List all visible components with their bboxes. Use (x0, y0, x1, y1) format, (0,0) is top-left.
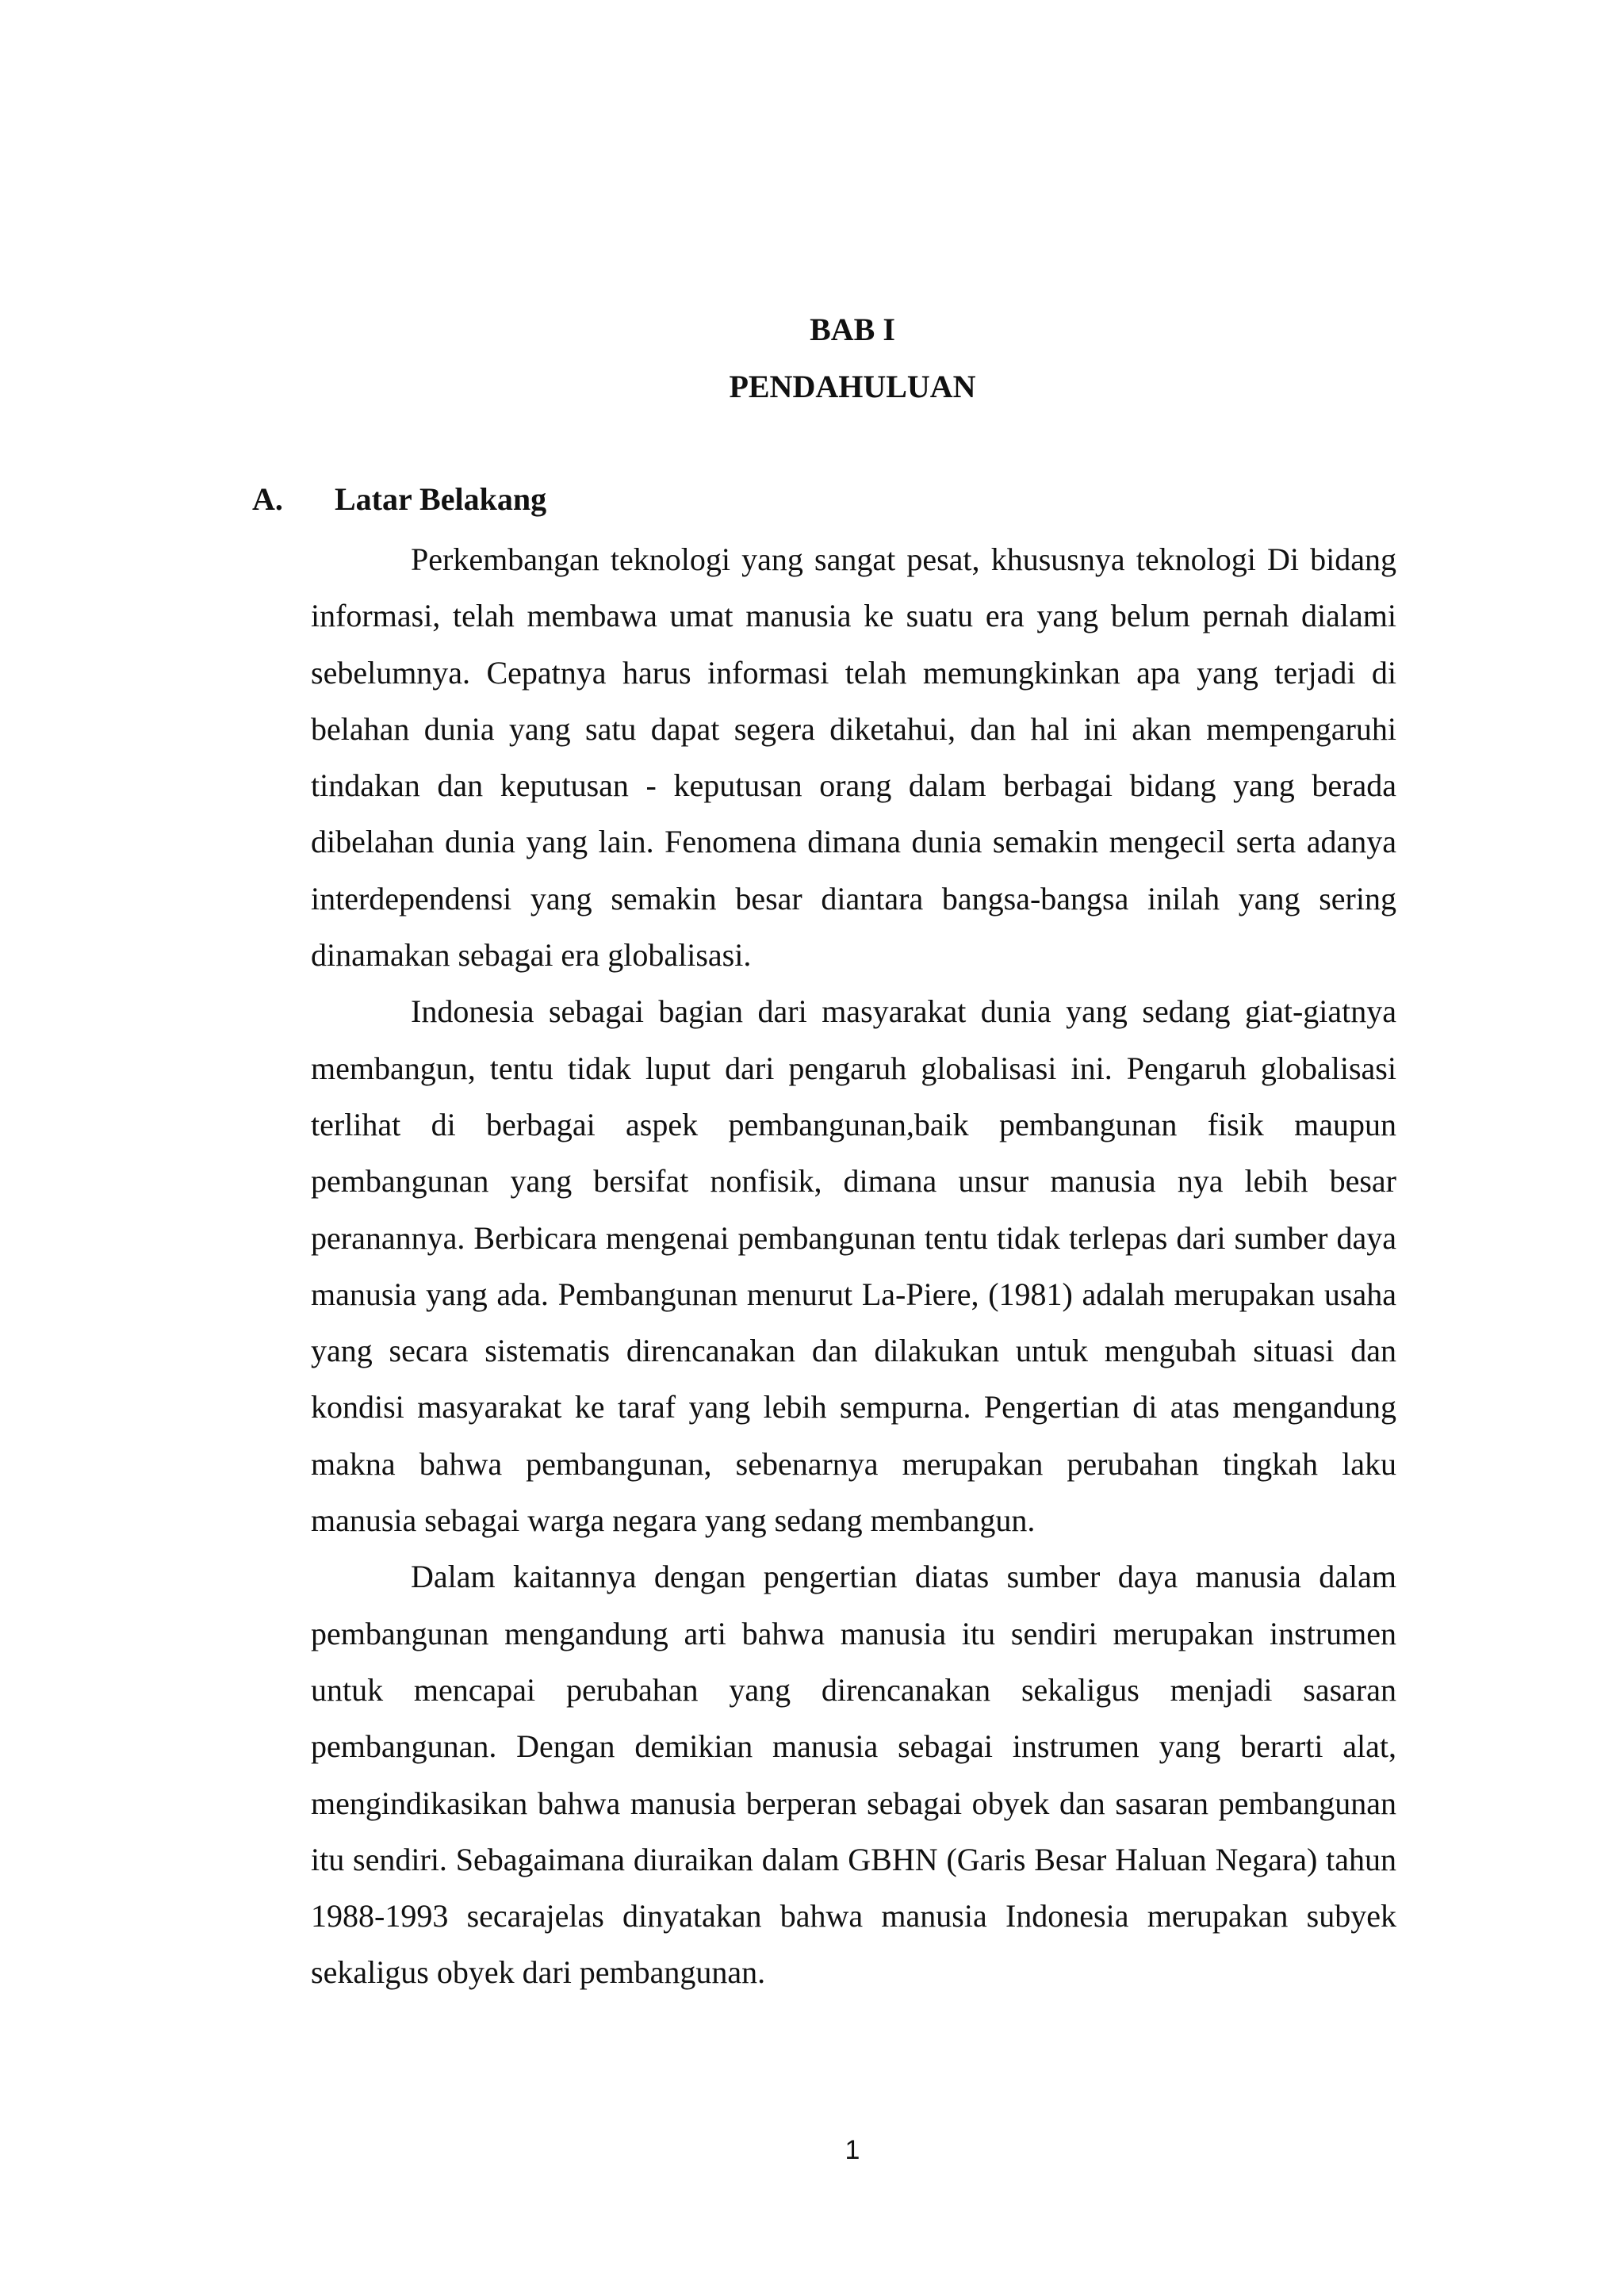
paragraph: Perkembangan teknologi yang sangat pesat, khususnya teknologi Di bidang informasi, telah membawa umat manusia ke suatu era yang belum pernah dialami sebelumnya. Cepatnya harus informasi telah memungkinkan apa yang terjadi di belahan dunia yang satu dapat segera diketahui, dan hal ini akan mempengaruhi tindakan dan keputusan - keputusan orang dalam berbagai bidang yang berada dibelahan dunia yang lain. Fenomena dimana dunia semakin mengecil serta adanya interdependensi yang semakin besar diantara bangsa-bangsa inilah yang sering dinamakan sebagai era globalisasi. (311, 541, 1396, 974)
section-heading (252, 477, 546, 522)
paragraph: Dalam kaitannya dengan pengertian diatas sumber daya manusia dalam pembangunan mengandung arti bahwa manusia itu sendiri merupakan instrumen untuk mencapai perubahan yang direncanakan sekaligus menjadi sasaran pembangunan. Dengan demikian manusia sebagai instrumen yang berarti alat, mengindikasikan bahwa manusia berperan sebagai obyek dan sasaran pembangunan itu sendiri. Sebagaimana diuraikan dalam GBHN (Garis Besar Haluan Negara) tahun 1988-1993 secarajelas dinyatakan bahwa manusia Indonesia merupakan subyek sekaligus obyek dari pembangunan. (311, 1559, 1396, 1991)
page-number: 1 (845, 2135, 860, 2165)
body-text (311, 531, 1396, 2001)
chapter-number: BAB I (810, 312, 895, 347)
paragraph: Indonesia sebagai bagian dari masyarakat dunia yang sedang giat-giatnya membangun, tentu tidak luput dari pengaruh globalisasi ini. Pengaruh globalisasi terlihat di berbagai aspek pembangunan,baik pembangunan fisik maupun pembangunan yang bersifat nonfisik, dimana unsur manusia nya lebih besar peranannya. Berbicara mengenai pembangunan tentu tidak terlepas dari sumber daya manusia yang ada. Pembangunan menurut La-Piere, (1981) adalah merupakan usaha yang secara sistematis direncanakan dan dilakukan untuk mengubah situasi dan kondisi masyarakat ke taraf yang lebih sempurna. Pengertian di atas mengandung makna bahwa pembangunan, sebenarnya merupakan perubahan tingkah laku manusia sebagai warga negara yang sedang membangun. (311, 993, 1396, 1539)
section-title: Latar Belakang (335, 481, 547, 517)
section-letter: A. (252, 481, 283, 517)
chapter-title: PENDAHULUAN (729, 369, 976, 404)
